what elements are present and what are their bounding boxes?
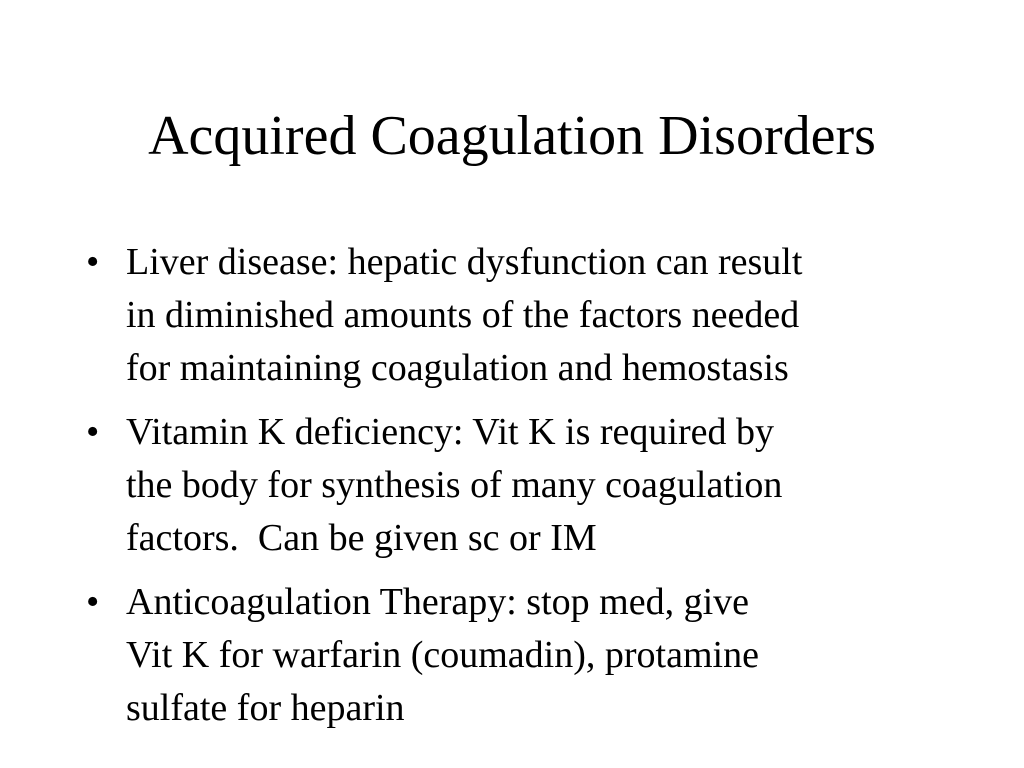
bullet-marker-icon: • <box>86 581 100 623</box>
bullet-item-anticoagulation-therapy <box>86 576 966 735</box>
bullet-line: Anticoagulation Therapy: stop med, give <box>126 581 749 623</box>
bullet-line: Vitamin K deficiency: Vit K is required by <box>126 411 774 453</box>
bullet-line: Liver disease: hepatic dysfunction can result <box>126 241 803 283</box>
bullet-marker-icon: • <box>86 411 100 453</box>
bullet-line: Vit K for warfarin (coumadin), protamine <box>126 634 759 676</box>
bullet-marker-icon: • <box>86 241 100 283</box>
bullet-list <box>86 236 966 746</box>
slide-title: Acquired Coagulation Disorders <box>148 105 876 167</box>
bullet-line: for maintaining coagulation and hemostasis <box>126 347 789 389</box>
bullet-line: in diminished amounts of the factors needed <box>126 294 800 336</box>
bullet-item-vitamin-k-deficiency <box>86 406 966 565</box>
bullet-line: factors. Can be given sc or IM <box>126 517 597 559</box>
bullet-line: the body for synthesis of many coagulation <box>126 464 783 506</box>
bullet-line: sulfate for heparin <box>126 687 405 729</box>
bullet-item-liver-disease <box>86 236 966 395</box>
